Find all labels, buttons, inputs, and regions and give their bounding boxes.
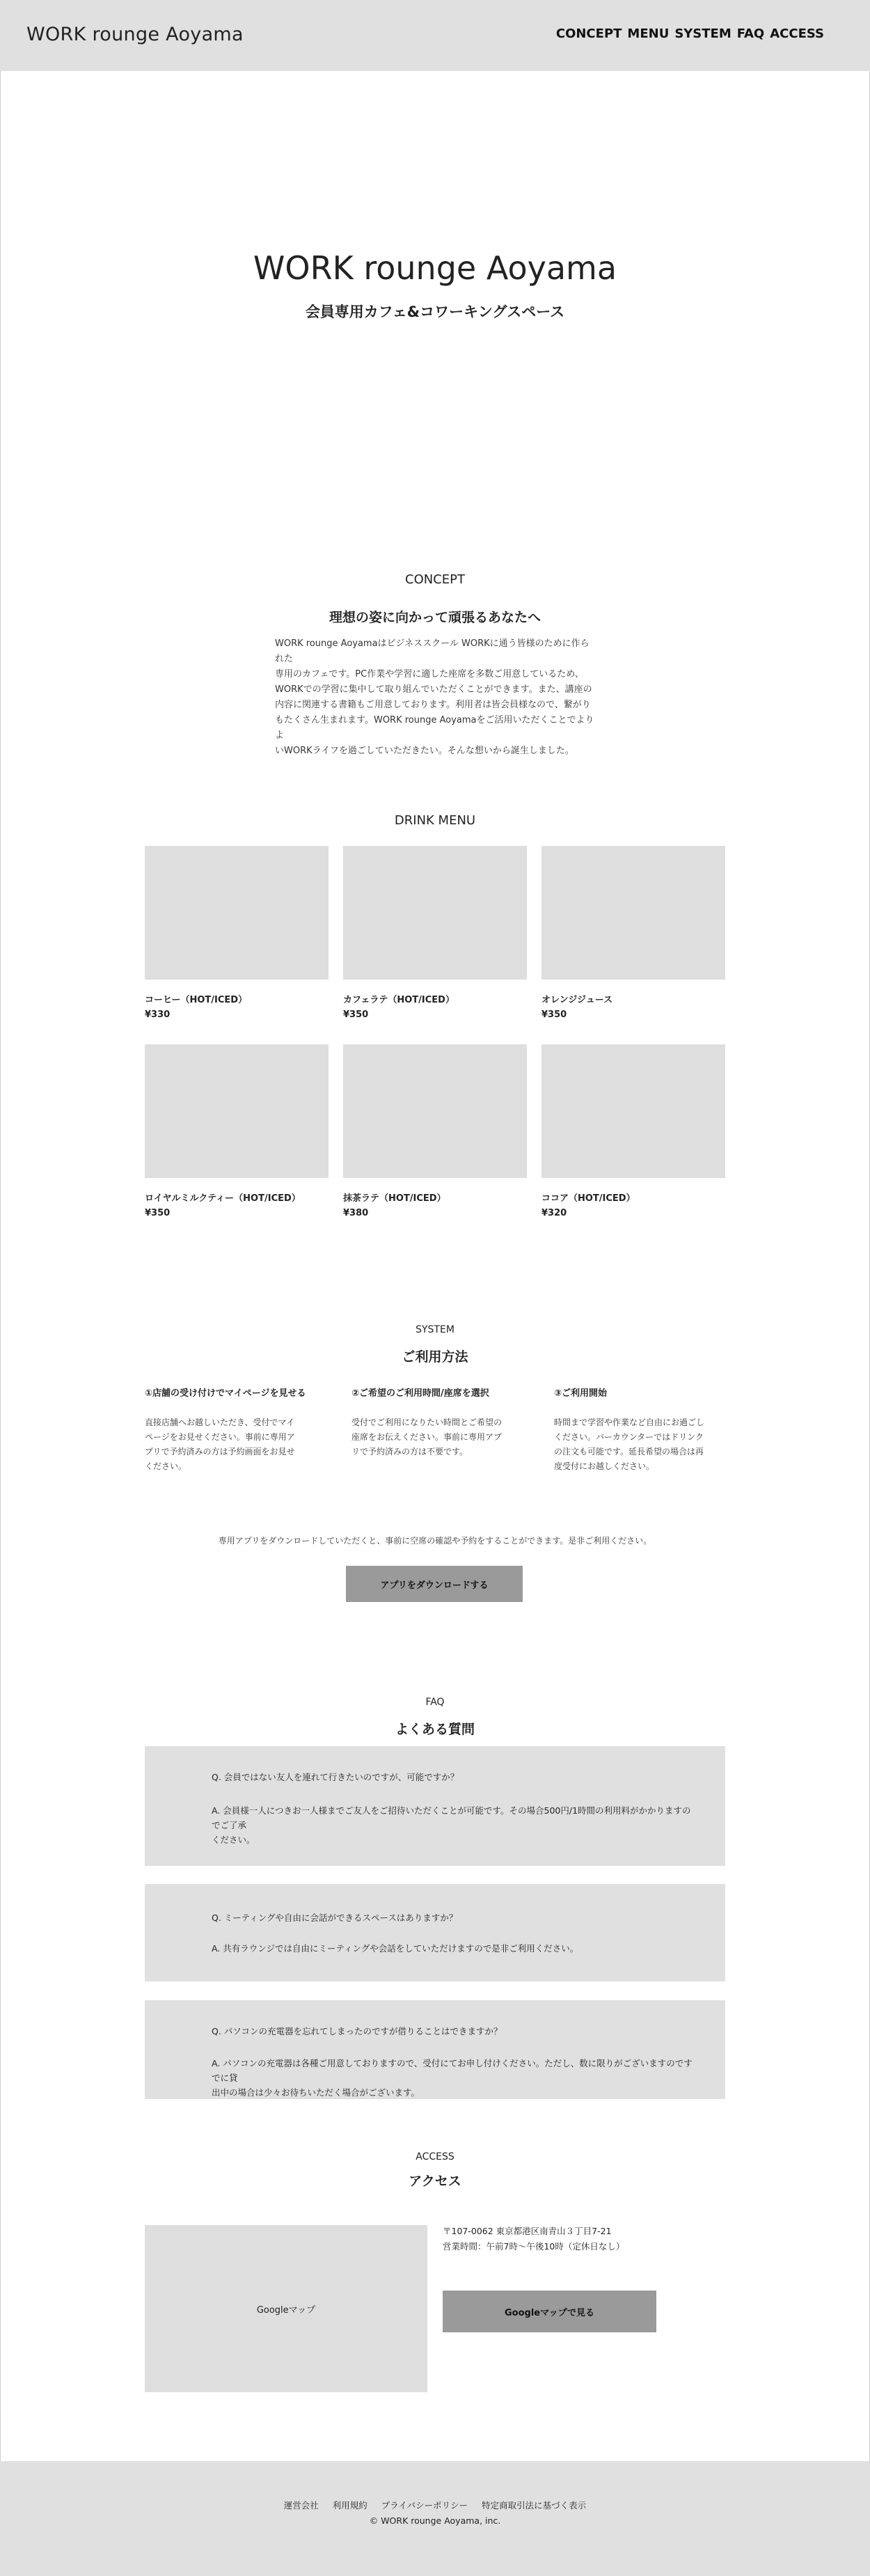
download-app-button[interactable]: アプリをダウンロードする: [346, 1566, 523, 1602]
step-line: リで予約済みの方は不要です。: [351, 1447, 468, 1456]
menu-item-price: ¥350: [343, 1010, 369, 1020]
faq-answer: [212, 1803, 699, 1847]
step-line: 時間まで学習や作業など自由にお過ごし: [554, 1417, 705, 1427]
menu-image: [541, 846, 725, 980]
menu-image: [541, 1044, 725, 1178]
faq-answer: [212, 1941, 699, 1956]
footer-link-company[interactable]: 運営会社: [283, 2500, 319, 2511]
menu-item: [145, 846, 329, 1020]
nav-faq[interactable]: FAQ: [736, 26, 765, 41]
footer-link-tokushoho[interactable]: 特定商取引法に基づく表示: [482, 2500, 587, 2511]
access-heading: アクセス: [409, 2174, 461, 2189]
system-label: SYSTEM: [416, 1324, 454, 1335]
step-title: ①店舗の受け付けでマイページを見せる: [145, 1388, 306, 1399]
menu-item-price: ¥330: [145, 1010, 171, 1020]
step-text: [351, 1415, 515, 1459]
nav-concept[interactable]: CONCEPT: [555, 26, 622, 41]
faq-answer-line: 出中の場合は少々お待ちいただく場合がございます。: [212, 2087, 420, 2098]
map-label: Googleマップ: [256, 2304, 316, 2316]
concept-label: CONCEPT: [405, 572, 465, 587]
menu-item-price: ¥320: [541, 1208, 567, 1218]
faq-heading: よくある質問: [395, 1722, 475, 1737]
step-line: 度受付にお越しください。: [554, 1461, 655, 1471]
concept-line: いWORKライフを過ごしていただきたい。そんな想いから誕生しました。: [275, 746, 574, 756]
faq-answer: [212, 2056, 699, 2100]
step-text: [145, 1415, 308, 1474]
concept-line: 内容に関連する書籍もご用意しております。利用者は皆会員様なので、繋がり: [275, 700, 591, 710]
business-hours: 営業時間：午前7時〜午後10時（定休日なし）: [443, 2241, 625, 2252]
concept-line: もたくさん生まれます。WORK rounge Aoyamaをご活用いただくことでよりよ: [275, 715, 594, 741]
footer-link-privacy[interactable]: プライバシーポリシー: [381, 2500, 468, 2511]
system-note: 専用アプリをダウンロードしていただくと、事前に空席の確認や予約をすることができます。是非ご利用ください。: [218, 1536, 652, 1546]
faq-question: Q. パソコンの充電器を忘れてしまったのですが借りることはできますか？: [212, 2026, 503, 2036]
nav-access[interactable]: ACCESS: [770, 26, 824, 41]
menu-item: [145, 1044, 329, 1218]
menu-item-name: 抹茶ラテ（HOT/ICED）: [343, 1193, 446, 1204]
step-line: 座席をお伝えください。事前に専用アプ: [351, 1432, 503, 1442]
menu-image: [145, 846, 329, 980]
step-line: ください。: [145, 1461, 187, 1471]
google-map[interactable]: [145, 2225, 427, 2392]
address-block: [443, 2224, 624, 2254]
step-line: プリで予約済みの方は予約画面をお見せ: [145, 1447, 295, 1456]
faq-answer-line: A. 会員様一人につきお一人様までご友人をご招待いただくことが可能です。その場合500円/1時間の利用料がかかりますのでご了承: [212, 1805, 691, 1830]
menu-item-name: コーヒー（HOT/ICED）: [145, 995, 248, 1005]
nav-system[interactable]: SYSTEM: [674, 26, 731, 41]
faq-question: Q. ミーティングや自由に会話ができるスペースはありますか？: [212, 1913, 458, 1923]
faq-item: [145, 1746, 725, 1866]
faq-item: [145, 2000, 725, 2099]
menu-item: [343, 846, 527, 1020]
site-header: [0, 0, 870, 71]
concept-line: 専用のカフェです。PC作業や学習に適した座席を多数ご用意しているため、: [275, 669, 584, 680]
copyright: © WORK rounge Aoyama, inc.: [369, 2515, 501, 2526]
global-nav: [556, 26, 824, 41]
site-logo[interactable]: WORK rounge Aoyama: [26, 24, 244, 45]
concept-line: WORK rounge Aoyamaはビジネススクール WORKに通う皆様のために作られた: [275, 638, 590, 664]
faq-label: FAQ: [425, 1697, 445, 1708]
nav-menu[interactable]: MENU: [627, 26, 670, 41]
system-step: [554, 1385, 718, 1474]
menu-image: [343, 846, 527, 980]
step-line: 受付でご利用になりたい時間とご希望の: [351, 1417, 503, 1427]
menu-item-price: ¥350: [145, 1208, 171, 1218]
step-text: [554, 1415, 718, 1474]
step-line: の注文も可能です。延長希望の場合は再: [554, 1447, 704, 1456]
faq-answer-line: A. 共有ラウンジでは自由にミーティングや会話をしていただけますので是非ご利用ください。: [212, 1943, 579, 1954]
footer-links: [0, 2499, 870, 2511]
faq-answer-line: A. パソコンの充電器は各種ご用意しておりますので、受付にてお申し付けください。ただし、数に限りがございますのですでに貸: [212, 2058, 693, 2083]
menu-item-name: ココア（HOT/ICED）: [541, 1193, 635, 1204]
menu-label: DRINK MENU: [394, 813, 476, 828]
menu-image: [343, 1044, 527, 1178]
menu-item: [541, 846, 725, 1020]
menu-image: [145, 1044, 329, 1178]
view-google-map-button[interactable]: Googleマップで見る: [443, 2291, 656, 2332]
concept-text: [275, 636, 596, 759]
menu-item-name: カフェラテ（HOT/ICED）: [343, 995, 454, 1005]
menu-item-price: ¥350: [541, 1010, 567, 1020]
concept-heading: 理想の姿に向かって頑張るあなたへ: [329, 610, 541, 625]
menu-item: [541, 1044, 725, 1218]
menu-item-price: ¥380: [343, 1208, 369, 1218]
faq-question: Q. 会員ではない友人を連れて行きたいのですが、可能ですか？: [212, 1772, 459, 1782]
access-label: ACCESS: [416, 2151, 454, 2162]
menu-item-name: ロイヤルミルクティー（HOT/ICED）: [145, 1193, 301, 1204]
faq-answer-line: ください。: [212, 1835, 255, 1845]
hero-subtitle: 会員専用カフェ&コワーキングスペース: [305, 304, 565, 320]
site-footer: [0, 2461, 870, 2576]
system-step: [351, 1385, 515, 1459]
faq-item: [145, 1884, 725, 1981]
step-line: 直接店舗へお越しいただき、受付でマイ: [145, 1417, 295, 1427]
step-line: ください。バーカウンターではドリンク: [554, 1432, 704, 1442]
footer-link-terms[interactable]: 利用規約: [332, 2500, 367, 2511]
concept-line: WORKでの学習に集中して取り組んでいただくことができます。また、講座の: [275, 684, 592, 695]
address-text: 〒107-0062 東京都港区南青山３丁目7-21: [443, 2226, 612, 2236]
step-line: ページをお見せください。事前に専用ア: [145, 1432, 295, 1442]
step-title: ②ご希望のご利用時間/座席を選択: [351, 1388, 489, 1399]
system-heading: ご利用方法: [402, 1349, 468, 1365]
system-step: [145, 1385, 308, 1474]
menu-item: [343, 1044, 527, 1218]
hero-title: WORK rounge Aoyama: [253, 249, 617, 287]
step-title: ③ご利用開始: [554, 1388, 608, 1399]
menu-item-name: オレンジジュース: [541, 995, 613, 1005]
